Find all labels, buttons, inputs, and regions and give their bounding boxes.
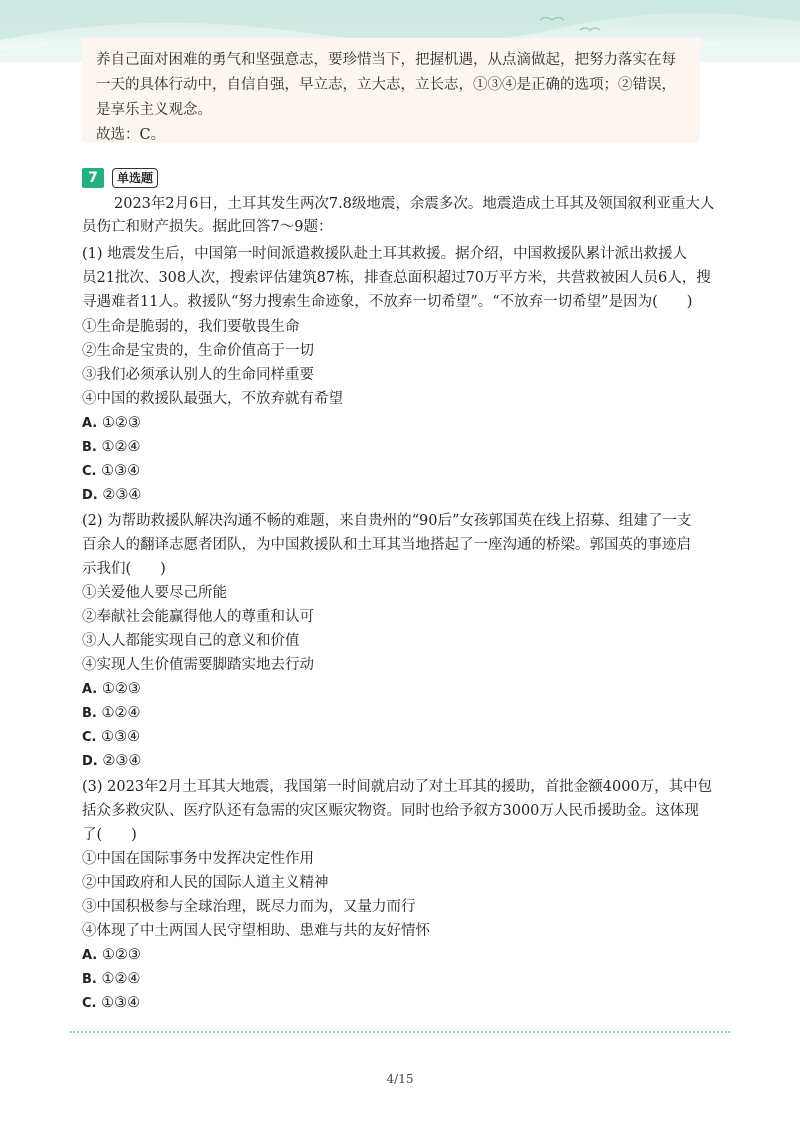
option-text: ①②④: [101, 971, 141, 987]
statement: ②奉献社会能赢得他人的尊重和认可: [82, 609, 314, 625]
option-text: ①②③: [101, 415, 141, 431]
option-text: ①③④: [101, 463, 141, 479]
page-number: 4/15: [386, 1072, 414, 1086]
statement: ③人人都能实现自己的意义和价值: [82, 633, 300, 649]
statement: ①中国在国际事务中发挥决定性作用: [82, 851, 314, 867]
option-text: ①②③: [101, 681, 141, 697]
option-label: D.: [82, 754, 98, 769]
option-a[interactable]: [82, 679, 141, 700]
option-b[interactable]: [82, 703, 140, 724]
subquestion-1-text: (1) 地震发生后，中国第一时间派遣救援队赴土耳其救援。据介绍，中国救援队累计派出救援人: [82, 246, 688, 262]
option-text: ①②③: [101, 947, 141, 963]
option-c[interactable]: [82, 461, 140, 482]
option-text: ①②④: [101, 705, 141, 721]
subquestion-3-text: 括众多救灾队、医疗队还有急需的灾区赈灾物资。同时也给予叙方3000万人民币援助金。这体现: [82, 803, 699, 819]
option-label: B.: [82, 706, 97, 721]
answer-line: 一天的具体行动中，自信自强，早立志，立大志，立长志，①③④是正确的选项；②错误，: [96, 77, 676, 93]
statement: ②中国政府和人民的国际人道主义精神: [82, 875, 329, 891]
subquestion-3-text: 了( ): [82, 827, 137, 843]
option-label: A.: [82, 416, 98, 431]
statement: ③我们必须承认别人的生命同样重要: [82, 367, 314, 383]
question-type-tag: 单选题: [112, 168, 158, 188]
answer-line: 故选：C。: [96, 127, 166, 143]
subquestion-1-text: 寻遇难者11人。救援队“努力搜索生命迹象，不放弃一切希望”。“不放弃一切希望”是因为( ): [82, 294, 693, 310]
option-a[interactable]: [82, 413, 141, 434]
option-label: B.: [82, 440, 97, 455]
option-label: B.: [82, 972, 97, 987]
answer-line: 是享乐主义观念。: [96, 102, 212, 118]
option-d[interactable]: [82, 485, 141, 506]
subquestion-2-text: 示我们( ): [82, 561, 166, 577]
subquestion-1-text: 员21批次、308人次，搜索评估建筑87栋，排查总面积超过70万平方米，共营救被困人员6人，搜: [82, 270, 711, 286]
option-b[interactable]: [82, 969, 140, 990]
statement: ④体现了中土两国人民守望相助、患难与共的友好情怀: [82, 923, 430, 939]
option-a[interactable]: [82, 945, 141, 966]
statement: ④中国的救援队最强大，不放弃就有希望: [82, 391, 343, 407]
option-label: A.: [82, 948, 98, 963]
option-text: ②③④: [102, 487, 142, 503]
statement: ③中国积极参与全球治理，既尽力而为，又量力而行: [82, 899, 416, 915]
option-text: ①②④: [101, 439, 141, 455]
subquestion-2-text: 百余人的翻译志愿者团队，为中国救援队和土耳其当地搭起了一座沟通的桥梁。郭国英的事迹启: [82, 537, 691, 553]
statement: ②生命是宝贵的，生命价值高于一切: [82, 343, 314, 359]
question-number-badge: 7: [82, 168, 104, 188]
option-d[interactable]: [82, 751, 141, 772]
option-text: ①③④: [101, 729, 141, 745]
question-stem: 2023年2月6日，土耳其发生两次7.8级地震，余震多次。地震造成土耳其及领国叙利亚重大人: [114, 196, 715, 212]
answer-line: 养自己面对困难的勇气和坚强意志，要珍惜当下，把握机遇，从点滴做起，把努力落实在每: [96, 52, 676, 68]
statement: ①生命是脆弱的，我们要敬畏生命: [82, 319, 300, 335]
option-text: ①③④: [101, 995, 141, 1011]
option-label: C.: [82, 464, 97, 479]
option-label: A.: [82, 682, 98, 697]
option-label: C.: [82, 996, 97, 1011]
subquestion-2-text: (2) 为帮助救援队解决沟通不畅的难题，来自贵州的“90后”女孩郭国英在线上招募、组建了一支: [82, 513, 692, 529]
option-text: ②③④: [102, 753, 142, 769]
footer-divider: [70, 1031, 730, 1033]
option-label: D.: [82, 488, 98, 503]
subquestion-3-text: (3) 2023年2月土耳其大地震，我国第一时间就启动了对土耳其的援助，首批金额4000万，其中包: [82, 779, 713, 795]
option-c[interactable]: [82, 993, 140, 1014]
question-stem: 员伤亡和财产损失。据此回答7～9题：: [82, 219, 333, 235]
option-c[interactable]: [82, 727, 140, 748]
statement: ①关爱他人要尽己所能: [82, 585, 227, 601]
option-label: C.: [82, 730, 97, 745]
bird-icon: [580, 28, 600, 30]
option-b[interactable]: [82, 437, 140, 458]
statement: ④实现人生价值需要脚踏实地去行动: [82, 657, 314, 673]
